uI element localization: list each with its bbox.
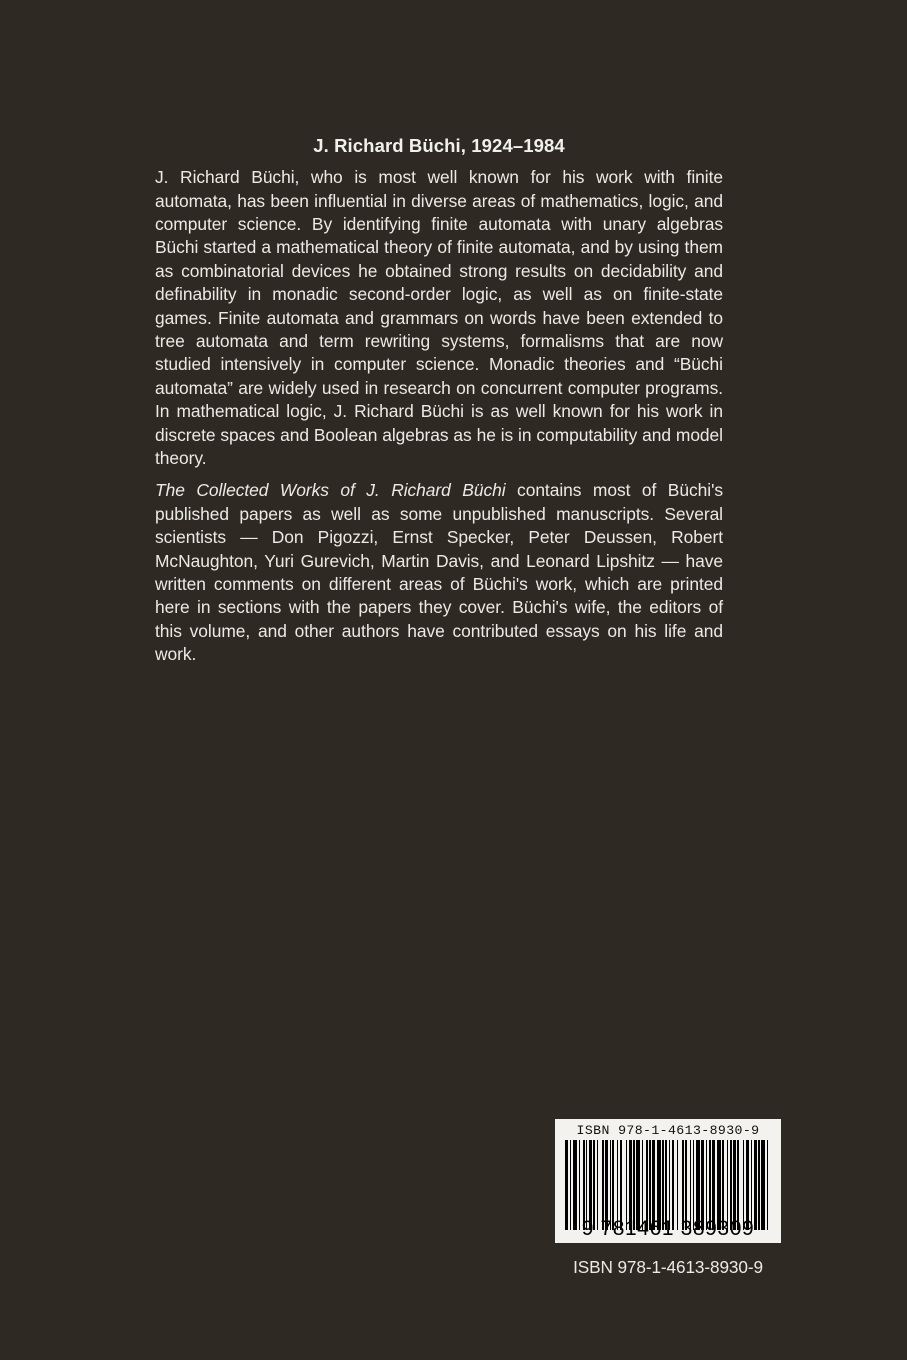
isbn-barcode-label [555, 1119, 781, 1243]
isbn-printed-text: ISBN 978-1-4613-8930-9 [573, 1257, 763, 1277]
barcode-block [555, 1119, 781, 1278]
blurb-paragraph-2 [155, 479, 723, 666]
barcode-digits: 9 781461 389309 [581, 1217, 755, 1240]
blurb-text-block [155, 134, 723, 667]
collected-works-book-title: The Collected Works of J. Richard Büchi [155, 480, 506, 501]
blurb-title: J. Richard Büchi, 1924–1984 [313, 135, 565, 156]
blurb-paragraph-1: J. Richard Büchi, who is most well known for his work with finite automata, has been influential in diverse areas of mathematics, logic, and computer science. By identifying finite automata with unary algebras Büchi started a mathematical theory of finite automata, and by using them as combinatorial devices he obtained strong results on decidability and definability in monadic second-order logic, as well as on finite-state games. Finite automata and grammars on words have been extended to tree automata and term rewriting systems, formalisms that are now studied intensively in computer science. Monadic theories and “Büchi automata” are widely used in research on concurrent computer programs. In mathematical logic, J. Richard Büchi is as well known for his work in discrete spaces and Boolean algebras as he is in computability and model theory. [155, 167, 723, 468]
barcode-isbn-text: ISBN 978-1-4613-8930-9 [576, 1123, 760, 1138]
blurb-paragraph-2-text: contains most of Büchi's published papers as well as some unpublished manuscripts. Several scientists — Don Pigozzi, Ernst Specker, Peter Deussen, Robert McNaughton, Yuri Gurevich, Martin Davis, and Leonard Lipshitz — have written comments on different areas of Büchi's work, which are printed here in sections with the papers they cover. Büchi's wife, the editors of this volume, and other authors have contributed essays on his life and work. [155, 480, 723, 665]
